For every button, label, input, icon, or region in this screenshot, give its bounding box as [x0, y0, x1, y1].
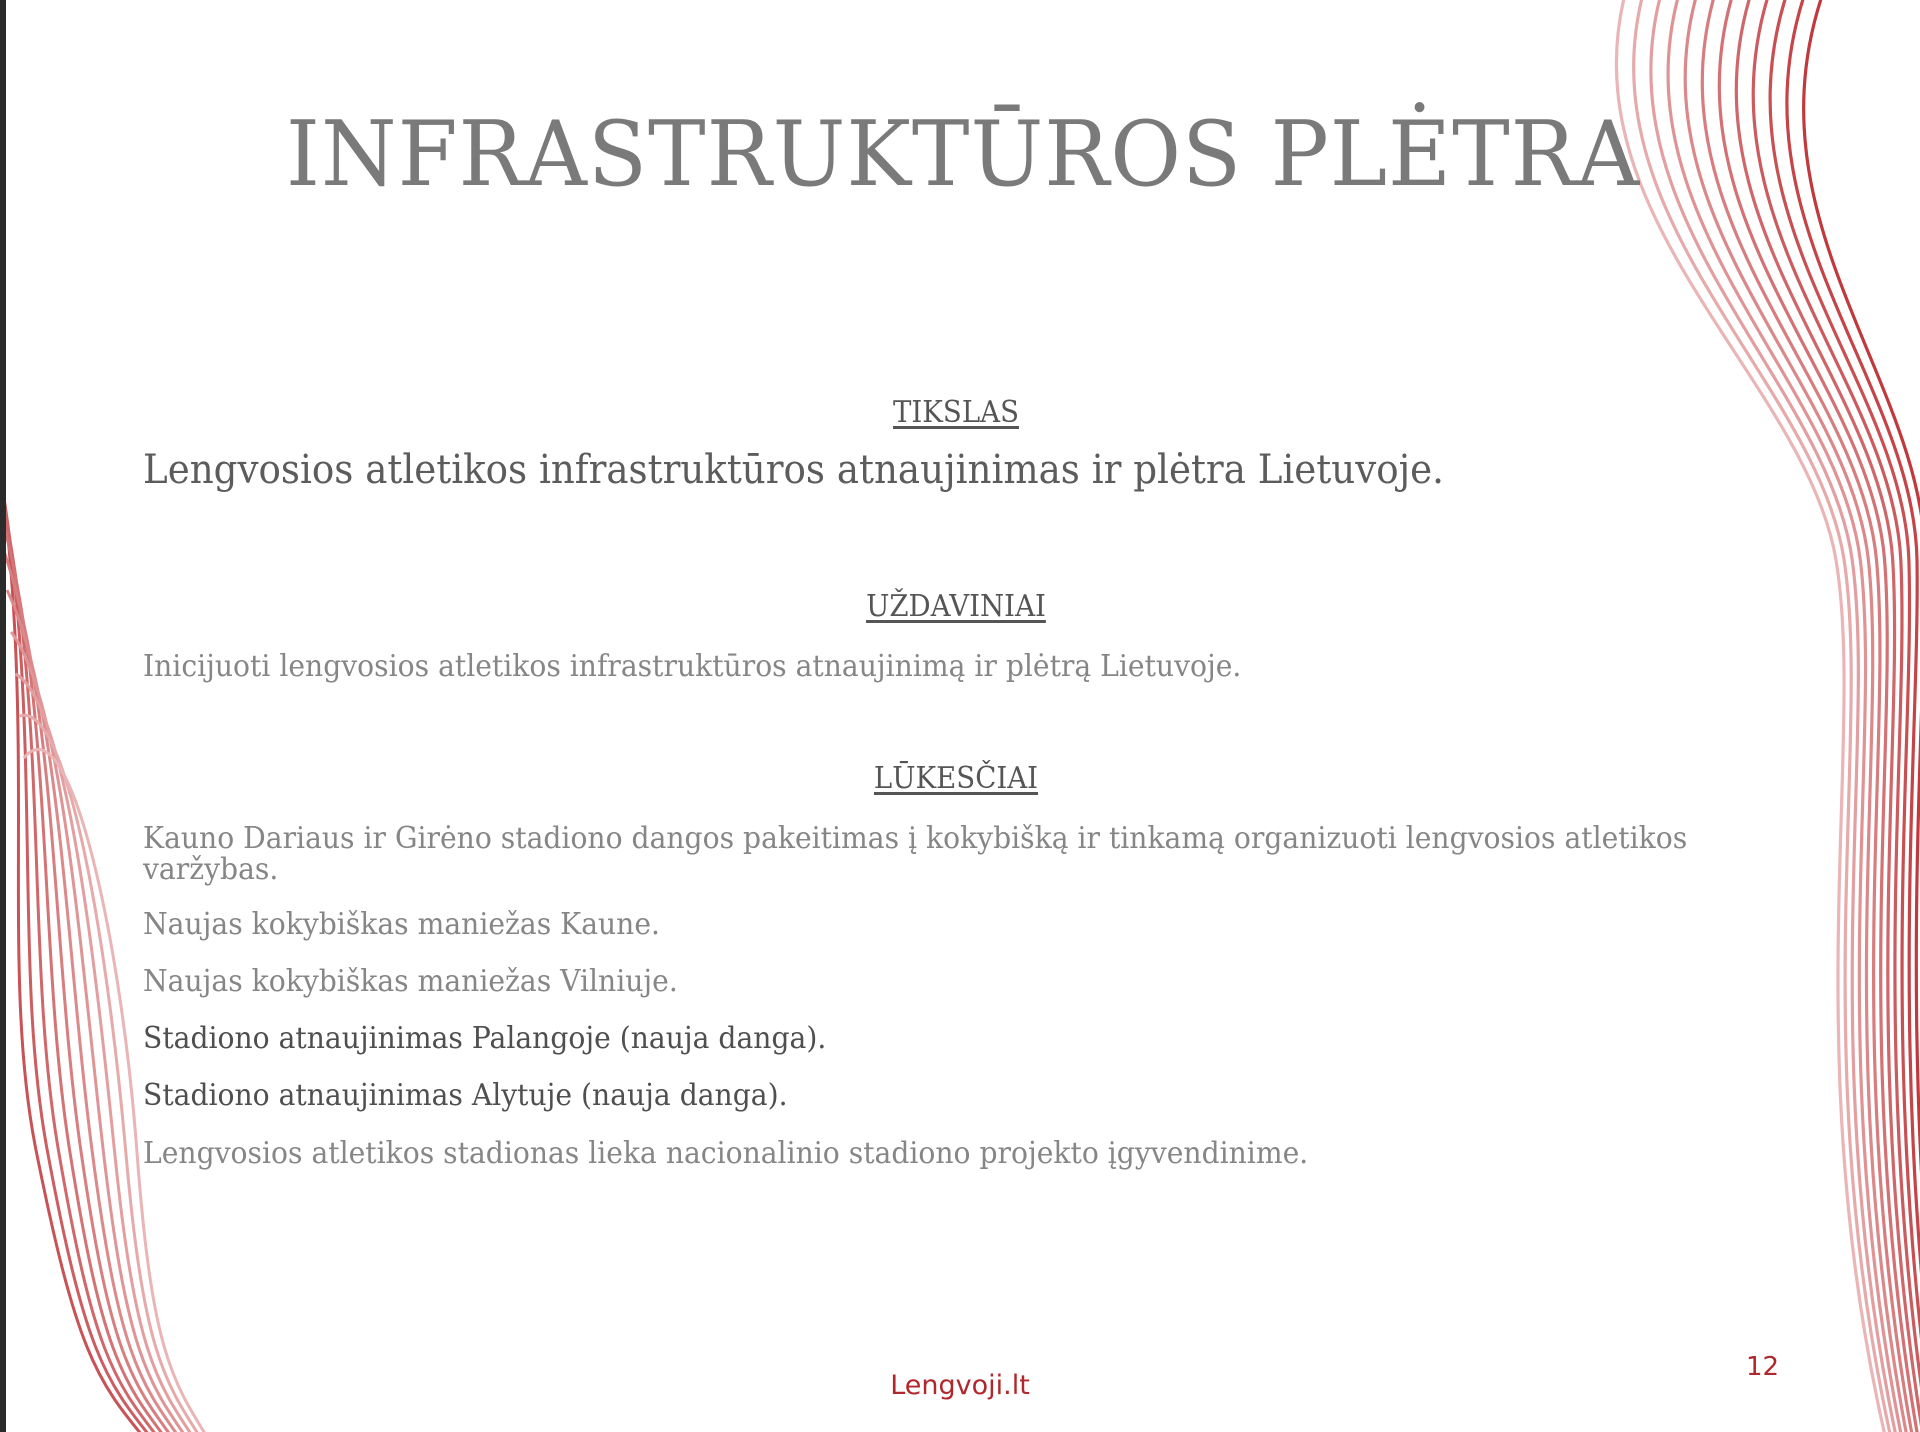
expectation-item: Naujas kokybiškas maniežas Kaune. [143, 907, 660, 942]
expectations-heading: LŪKESČIAI [873, 761, 1039, 796]
tasks-text: Inicijuoti lengvosios atletikos infrastruktūros atnaujinimą ir plėtrą Lietuvoje. [143, 649, 1242, 684]
footer-site-label: Lengvoji.lt [890, 1370, 1030, 1401]
decorative-wave-lines [6, 0, 1920, 1432]
slide [6, 0, 1920, 1432]
expectation-item: Stadiono atnaujinimas Palangoje (nauja danga). [143, 1021, 827, 1056]
goal-text: Lengvosios atletikos infrastruktūros atnaujinimas ir plėtra Lietuvoje. [143, 447, 1445, 493]
page-number: 12 [1746, 1352, 1780, 1382]
expectation-item: Kauno Dariaus ir Girėno stadiono dangos pakeitimas į kokybišką ir tinkamą organizuoti lengvosios atletikos varžybas. [143, 821, 1688, 887]
slide-title: INFRASTRUKTŪROS PLĖTRA [285, 102, 1641, 207]
wave-line [1634, 0, 1892, 1432]
wave-line [1685, 0, 1907, 1432]
expectation-item: Naujas kokybiškas maniežas Vilniuje. [143, 964, 678, 999]
wave-line [1616, 0, 1886, 1432]
wave-line [1668, 0, 1902, 1432]
wave-line [1753, 0, 1920, 1432]
expectation-item: Stadiono atnaujinimas Alytuje (nauja danga). [143, 1078, 788, 1113]
wave-line [1736, 0, 1920, 1432]
expectation-item: Lengvosios atletikos stadionas lieka nacionalinio stadiono projekto įgyvendinime. [143, 1136, 1309, 1171]
tasks-heading: UŽDAVINIAI [866, 589, 1046, 624]
goal-heading: TIKSLAS [892, 395, 1020, 430]
wave-line [1702, 0, 1913, 1432]
